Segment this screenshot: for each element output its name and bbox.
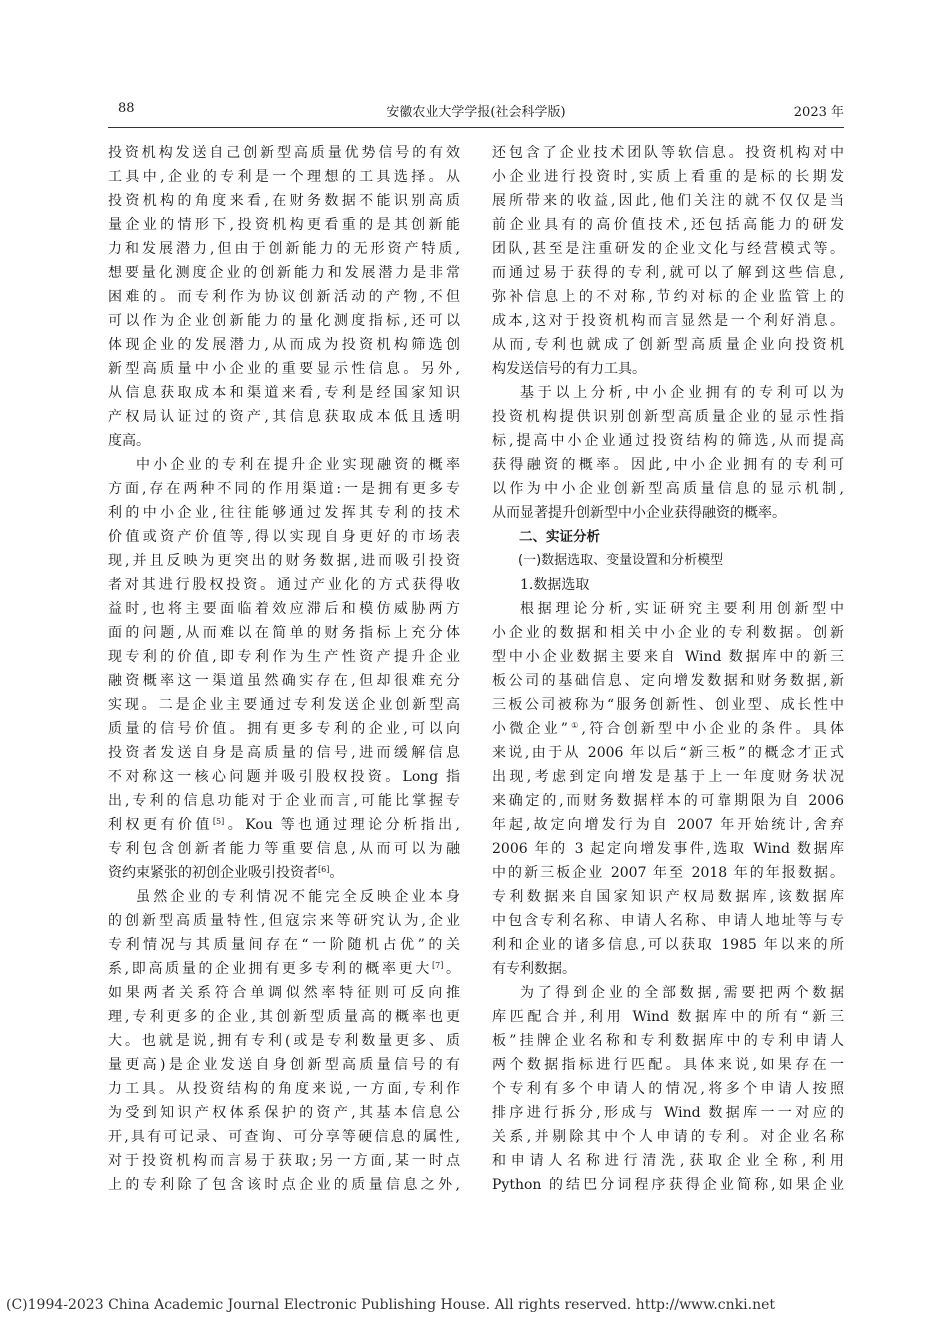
- text-line: 实现。二是企业主要通过专利发送企业创新型高: [108, 697, 460, 713]
- text-line: 益时,也将主要面临着效应滞后和模仿威胁两方: [108, 601, 460, 617]
- paragraph-data-sources: [492, 597, 844, 981]
- text-line: 三板公司被称为“服务创新性、创业型、成长性中: [492, 697, 844, 713]
- text-line: 有专利数据。: [492, 961, 576, 977]
- line-text: 资约束紧张的初创企业吸引投资者: [108, 865, 318, 881]
- text-line: 根据理论分析,实证研究主要利用创新型中: [520, 601, 844, 617]
- text-line: 投资机构的角度来看,在财务数据不能识别高质: [108, 193, 460, 209]
- text-line: 构发送信号的有力工具。: [492, 361, 646, 377]
- text-line: 度高。: [108, 433, 150, 449]
- text-line: 利的中小企业,往往能够通过发挥其专利的技术: [108, 505, 460, 521]
- text-line: 价值或资产价值等,得以实现自身更好的市场表: [108, 529, 460, 545]
- text-line: 从而,专利也就成了创新型高质量企业向投资机: [492, 337, 844, 353]
- text-line: 基于以上分析,中小企业拥有的专利可以为: [520, 385, 844, 401]
- paragraph-stochastic-dominance: [108, 885, 460, 1197]
- text-line: 关系,并剔除其中个人申请的专利。对企业名称: [492, 1129, 844, 1145]
- text-line: 以作为中小企业创新型高质量信息的显示机制,: [492, 481, 844, 497]
- paragraph-two-channels: [108, 453, 460, 885]
- text-line-with-reference: [108, 861, 460, 885]
- text-line: 而通过易于获得的专利,就可以了解到这些信息,: [492, 265, 844, 281]
- text-line: 工具中,企业的专利是一个理想的工具选择。从: [108, 169, 460, 185]
- text-line: 投资机构提供识别创新型高质量企业的显示性指: [492, 409, 844, 425]
- text-line: 来确定的,而财务数据样本的可靠期限为自 2006: [492, 793, 844, 809]
- paragraph-soft-information: [492, 141, 844, 381]
- text-line: 力工具。从投资结构的角度来说,一方面,专利作: [108, 1081, 460, 1097]
- reference-marker: [7]: [431, 961, 444, 970]
- publication-year: 2023 年: [793, 105, 844, 120]
- text-line: 为受到知识产权体系保护的资产,其基本信息公: [108, 1105, 460, 1121]
- text-line: 标,提高中小企业通过投资结构的筛选,从而提高: [492, 433, 844, 449]
- text-line: 投资机构发送自己创新型高质量优势信号的有效: [108, 145, 460, 161]
- text-line: 中的新三板企业 2007 年至 2018 年的年报数据。: [492, 865, 844, 881]
- reference-marker: [6]: [318, 865, 330, 874]
- text-line: 上的专利除了包含该时点企业的质量信息之外,: [108, 1177, 460, 1193]
- text-line: 虽然企业的专利情况不能完全反映企业本身: [136, 889, 460, 905]
- text-line: 两个数据指标进行匹配。具体来说,如果存在一: [492, 1057, 844, 1073]
- text-line: 现专利的价值,即专利作为生产性资产提升企业: [108, 649, 460, 665]
- text-line: 库匹配合并,利用 Wind 数据库中的所有“新三: [492, 1009, 844, 1025]
- text-line-with-reference: [108, 957, 460, 981]
- line-text: ,符合创新型中小企业的条件。具体: [581, 721, 844, 737]
- text-line: 排序进行拆分,形成与 Wind 数据库一一对应的: [492, 1105, 844, 1121]
- paragraph-data-matching: [492, 981, 844, 1197]
- line-text: 利权更有价值: [108, 817, 213, 833]
- text-line: Python 的结巴分词程序获得企业简称,如果企业: [492, 1177, 844, 1193]
- text-line: 可以作为企业创新能力的量化测度指标,还可以: [108, 313, 460, 329]
- text-line: 专利情况与其质量间存在“一阶随机占优”的关: [108, 937, 460, 953]
- text-line-with-reference: [108, 813, 460, 837]
- page-number: 88: [118, 101, 135, 116]
- text-line: 前企业具有的高价值技术,还包括高能力的研发: [492, 217, 844, 233]
- text-line: 出现,考虑到定向增发是基于上一年度财务状况: [492, 769, 844, 785]
- text-line: 大。也就是说,拥有专利(或是专利数量更多、质: [108, 1033, 460, 1049]
- text-line: 对于投资机构而言易于获取;另一方面,某一时点: [108, 1153, 460, 1169]
- line-text: 小微企业”: [492, 721, 568, 737]
- text-line: 小企业进行投资时,实质上看重的是标的长期发: [492, 169, 844, 185]
- text-line: 弥补信息上的不对称,节约对标的企业监管上的: [492, 289, 844, 305]
- text-line: 方面,存在两种不同的作用渠道:一是拥有更多专: [108, 481, 460, 497]
- left-column: [108, 141, 460, 1197]
- reference-marker: [5]: [212, 817, 225, 826]
- text-line: 和申请人名称进行清洗,获取企业全称,利用: [492, 1153, 844, 1169]
- text-line: 想要量化测度企业的创新能力和发展潜力是非常: [108, 265, 460, 281]
- text-line: 理,专利更多的企业,其创新型质量高的概率也更: [108, 1009, 460, 1025]
- text-line: 来说,由于从 2006 年以后“新三板”的概念才正式: [492, 745, 844, 761]
- section-heading: 二、实证分析: [519, 529, 600, 545]
- text-line: 新型高质量中小企业的重要显示性信息。另外,: [108, 361, 460, 377]
- text-line: 获得融资的概率。因此,中小企业拥有的专利可: [492, 457, 844, 473]
- text-line: 力和发展潜力,但由于创新能力的无形资产特质,: [108, 241, 460, 257]
- text-line: 专利数据来自国家知识产权局数据库,该数据库: [492, 889, 844, 905]
- header-rule: [108, 127, 844, 128]
- text-line: 者对其进行股权投资。通过产业化的方式获得收: [108, 577, 460, 593]
- line-text: 。: [443, 961, 461, 977]
- text-line: 展所带来的收益,因此,他们关注的就不仅仅是当: [492, 193, 844, 209]
- text-line: 量更高)是企业发送自身创新型高质量信号的有: [108, 1057, 460, 1073]
- text-line: 如果两者关系符合单调似然率特征则可反向推: [108, 985, 460, 1001]
- text-line: 中小企业的专利在提升企业实现融资的概率: [136, 457, 460, 473]
- text-line-with-reference: [492, 717, 844, 741]
- copyright-footer: (C)1994-2023 China Academic Journal Electronic Publishing House. All rights reserved. http://www.cnki.net: [6, 1297, 776, 1313]
- journal-title: 安徽农业大学学报(社会科学版): [386, 105, 566, 120]
- reference-marker: ①: [567, 721, 582, 730]
- text-line: 小企业的数据和相关中小企业的专利数据。创新: [492, 625, 844, 641]
- text-line: 不对称这一核心问题并吸引股权投资。Long 指: [108, 769, 460, 785]
- running-header: [108, 101, 844, 125]
- subsubsection-heading: 1.数据选取: [520, 577, 590, 593]
- text-line: 出,专利的信息功能对于企业而言,可能比掌握专: [108, 793, 460, 809]
- text-line: 产权局认证过的资产,其信息获取成本低且透明: [108, 409, 460, 425]
- text-line: 开,具有可记录、可查询、可分享等硬信息的属性,: [108, 1129, 460, 1145]
- text-line: 专利包含创新者能力等重要信息,从而可以为融: [108, 841, 460, 857]
- text-line: 还包含了企业技术团队等软信息。投资机构对中: [492, 145, 844, 161]
- text-line: 2006 年的 3 起定向增发事件,选取 Wind 数据库: [492, 841, 844, 857]
- text-line: 板公司的基础信息、定向增发数据和财务数据,新: [492, 673, 844, 689]
- text-line: 利和企业的诸多信息,可以获取 1985 年以来的所: [492, 937, 844, 953]
- text-line: 面的问题,从而难以在简单的财务指标上充分体: [108, 625, 460, 641]
- text-line: 型中小企业数据主要来自 Wind 数据库中的新三: [492, 649, 844, 665]
- text-line: 的创新型高质量特性,但寇宗来等研究认为,企业: [108, 913, 460, 929]
- text-line: 团队,甚至是注重研发的企业文化与经营模式等。: [492, 241, 844, 257]
- text-line: 投资者发送自身是高质量的信号,进而缓解信息: [108, 745, 460, 761]
- text-line: 从而显著提升创新型中小企业获得融资的概率。: [492, 505, 786, 521]
- text-line: 成本,这对于投资机构而言显然是一个利好消息。: [492, 313, 844, 329]
- right-column: [492, 141, 844, 1197]
- paragraph-analysis-summary: [492, 381, 844, 525]
- text-line: 融资概率这一渠道虽然确实存在,但却很难充分: [108, 673, 460, 689]
- text-line: 质量的信号价值。拥有更多专利的企业,可以向: [108, 721, 460, 737]
- text-line: 量企业的情形下,投资机构更看重的是其创新能: [108, 217, 460, 233]
- text-line: 体现企业的发展潜力,从而成为投资机构筛选创: [108, 337, 460, 353]
- line-text: 。: [329, 865, 344, 881]
- subsection-heading: (一)数据选取、变量设置和分析模型: [518, 553, 724, 568]
- line-text: 。Kou 等也通过理论分析指出,: [224, 817, 461, 833]
- text-line: 中包含专利名称、申请人名称、申请人地址等与专: [492, 913, 844, 929]
- text-line: 困难的。而专利作为协议创新活动的产物,不但: [108, 289, 460, 305]
- line-text: 系,即高质量的企业拥有更多专利的概率更大: [108, 961, 432, 977]
- text-line: 个专利有多个申请人的情况,将多个申请人按照: [492, 1081, 844, 1097]
- paragraph-patent-signal-tool: [108, 141, 460, 453]
- text-line: 板”挂牌企业名称和专利数据库中的专利申请人: [492, 1033, 844, 1049]
- text-line: 从信息获取成本和渠道来看,专利是经国家知识: [108, 385, 460, 401]
- text-line: 年起,故定向增发行为自 2007 年开始统计,舍弃: [492, 817, 844, 833]
- text-line: 现,并且反映为更突出的财务数据,进而吸引投资: [108, 553, 460, 569]
- text-line: 为了得到企业的全部数据,需要把两个数据: [520, 985, 844, 1001]
